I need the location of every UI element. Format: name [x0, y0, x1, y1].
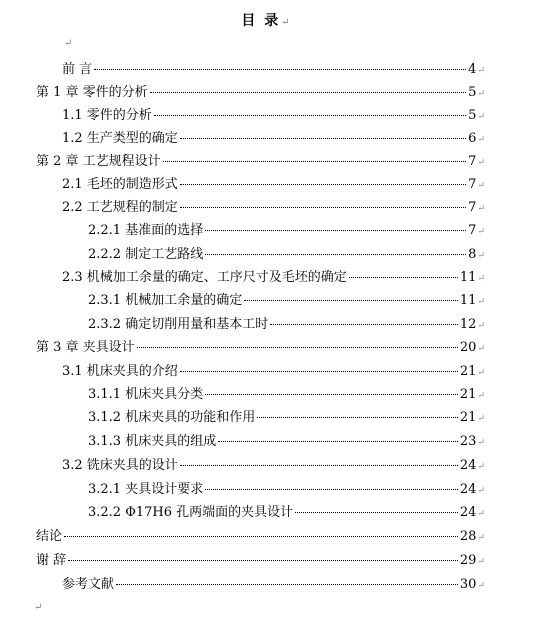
toc-entry-label: 第 3 章 夹具设计 — [36, 340, 135, 355]
toc-entry-label: 3.1.1 机床夹具分类 — [88, 387, 204, 402]
toc-entry[interactable] — [62, 174, 485, 196]
toc-leader-dots — [163, 161, 467, 162]
toc-leader-dots — [295, 512, 458, 513]
toc-entry[interactable] — [88, 502, 485, 524]
toc-leader-dots — [94, 69, 466, 70]
toc-entry[interactable] — [62, 361, 485, 383]
paragraph-mark-icon: ↵ — [477, 533, 485, 543]
toc-entry-page: 5 — [468, 85, 477, 100]
toc-entry[interactable] — [36, 151, 485, 173]
paragraph-mark-icon: ↵ — [477, 181, 485, 191]
paragraph-mark-icon: ↵ — [477, 368, 485, 378]
paragraph-mark-icon: ↵ — [477, 438, 485, 448]
toc-entry-page: 11 — [459, 293, 477, 308]
toc-entry[interactable] — [62, 59, 485, 81]
toc-title — [0, 10, 533, 30]
toc-leader-dots — [205, 489, 458, 490]
toc-entry-label: 3.1.2 机床夹具的功能和作用 — [88, 410, 256, 425]
toc-entry[interactable] — [62, 197, 485, 219]
toc-entry-label: 3.2.2 Φ17H6 孔两端面的夹具设计 — [88, 505, 294, 520]
toc-entry-label: 3.1.3 机床夹具的组成 — [88, 434, 217, 449]
toc-entry-label: 第 1 章 零件的分析 — [36, 85, 148, 100]
toc-entry-page: 7 — [468, 177, 477, 192]
toc-title-text: 目 录 — [241, 13, 281, 29]
toc-entry-page: 5 — [468, 108, 477, 123]
toc-entry-label: 2.3 机械加工余量的确定、工序尺寸及毛坯的确定 — [62, 270, 347, 285]
paragraph-mark-icon: ↵ — [477, 274, 485, 284]
toc-leader-dots — [270, 324, 458, 325]
toc-entry-page: 7 — [468, 154, 477, 169]
toc-entry-label: 2.2 工艺规程的制定 — [62, 200, 178, 215]
toc-entry-page: 20 — [459, 340, 477, 355]
toc-entry-label: 1.2 生产类型的确定 — [62, 131, 178, 146]
toc-leader-dots — [244, 300, 458, 301]
toc-entry-page: 12 — [459, 317, 477, 332]
toc-leader-dots — [137, 347, 458, 348]
toc-entry[interactable] — [36, 337, 485, 359]
toc-entry-page: 4 — [468, 62, 477, 77]
paragraph-mark-icon: ↵ — [477, 581, 485, 591]
paragraph-mark-icon: ↵ — [477, 344, 485, 354]
toc-entry-page: 24 — [459, 482, 477, 497]
toc-entry[interactable] — [88, 479, 485, 501]
toc-entry-page: 28 — [459, 529, 477, 544]
paragraph-mark-icon: ↵ — [477, 486, 485, 496]
toc-leader-dots — [180, 207, 466, 208]
toc-entry-label: 2.2.1 基准面的选择 — [88, 223, 204, 238]
toc-entry-label: 谢 辞 — [36, 553, 67, 568]
paragraph-mark-icon: ↵ — [477, 414, 485, 424]
toc-entry[interactable] — [36, 82, 485, 104]
toc-entry[interactable] — [62, 455, 485, 477]
paragraph-mark-icon: ↵ — [477, 557, 485, 567]
toc-entry[interactable] — [62, 105, 485, 127]
toc-entry[interactable] — [36, 550, 485, 572]
toc-entry-page: 21 — [459, 364, 477, 379]
toc-leader-dots — [64, 536, 458, 537]
toc-entry-page: 24 — [459, 458, 477, 473]
paragraph-mark-icon: ↵ — [477, 158, 485, 168]
toc-entry[interactable] — [62, 267, 485, 289]
paragraph-mark-icon: ↵ — [477, 135, 485, 145]
toc-entry[interactable] — [88, 244, 485, 266]
toc-entry[interactable] — [36, 526, 485, 548]
paragraph-mark-icon: ↵ — [477, 251, 485, 261]
toc-entry-page: 7 — [468, 200, 477, 215]
toc-leader-dots — [180, 465, 458, 466]
toc-entry-label: 2.1 毛坯的制造形式 — [62, 177, 178, 192]
paragraph-mark-icon: ↵ — [477, 89, 485, 99]
paragraph-mark-icon: ↵ — [477, 204, 485, 214]
toc-entry-label: 参考文献 — [62, 577, 115, 592]
toc-entry-page: 21 — [459, 387, 477, 402]
paragraph-mark-icon: ↵ — [477, 297, 485, 307]
toc-entry-label: 3.2.1 夹具设计要求 — [88, 482, 204, 497]
toc-leader-dots — [154, 115, 466, 116]
toc-leader-dots — [180, 184, 466, 185]
toc-entry[interactable] — [62, 574, 485, 596]
toc-leader-dots — [205, 254, 466, 255]
toc-entry-page: 30 — [459, 577, 477, 592]
toc-leader-dots — [205, 230, 466, 231]
paragraph-mark-icon: ↵ — [477, 112, 485, 122]
toc-entry-label: 2.3.1 机械加工余量的确定 — [88, 293, 243, 308]
toc-entry-label: 前 言 — [62, 62, 93, 77]
paragraph-mark-icon: ↵ — [477, 509, 485, 519]
toc-entry-label: 2.3.2 确定切削用量和基本工时 — [88, 317, 269, 332]
toc-leader-dots — [257, 417, 458, 418]
paragraph-mark-icon: ↵ — [477, 462, 485, 472]
toc-entry-label: 2.2.2 制定工艺路线 — [88, 247, 204, 262]
toc-entry[interactable] — [88, 431, 485, 453]
toc-entry[interactable] — [88, 407, 485, 429]
toc-leader-dots — [349, 277, 458, 278]
toc-entry[interactable] — [88, 314, 485, 336]
toc-entry-page: 23 — [459, 434, 477, 449]
toc-entry[interactable] — [88, 220, 485, 242]
toc-leader-dots — [68, 560, 458, 561]
paragraph-mark-icon: ↵ — [477, 66, 485, 76]
toc-entry-page: 24 — [459, 505, 477, 520]
toc-entry[interactable] — [62, 128, 485, 150]
toc-entry-page: 29 — [459, 553, 477, 568]
toc-entry[interactable] — [88, 290, 485, 312]
toc-entry[interactable] — [88, 384, 485, 406]
toc-leader-dots — [205, 394, 458, 395]
paragraph-mark-icon: ↵ — [64, 38, 73, 49]
toc-entry-page: 21 — [459, 410, 477, 425]
toc-entry-label: 结论 — [36, 529, 63, 544]
paragraph-mark-icon: ↵ — [477, 321, 485, 331]
toc-entry-page: 11 — [459, 270, 477, 285]
toc-leader-dots — [180, 138, 466, 139]
toc-entry-label: 1.1 零件的分析 — [62, 108, 152, 123]
toc-leader-dots — [218, 441, 458, 442]
toc-leader-dots — [180, 371, 458, 372]
paragraph-mark-icon: ↵ — [34, 602, 43, 613]
paragraph-mark-icon: ↵ — [477, 227, 485, 237]
toc-entry-page: 6 — [468, 131, 477, 146]
paragraph-mark-icon: ↵ — [477, 391, 485, 401]
toc-entry-page: 7 — [468, 223, 477, 238]
toc-leader-dots — [150, 92, 467, 93]
toc-entry-label: 3.2 铣床夹具的设计 — [62, 458, 178, 473]
paragraph-mark-icon: ↵ — [281, 17, 292, 28]
toc-entry-label: 3.1 机床夹具的介绍 — [62, 364, 178, 379]
toc-entry-page: 8 — [468, 247, 477, 262]
toc-leader-dots — [116, 584, 458, 585]
toc-entry-label: 第 2 章 工艺规程设计 — [36, 154, 161, 169]
